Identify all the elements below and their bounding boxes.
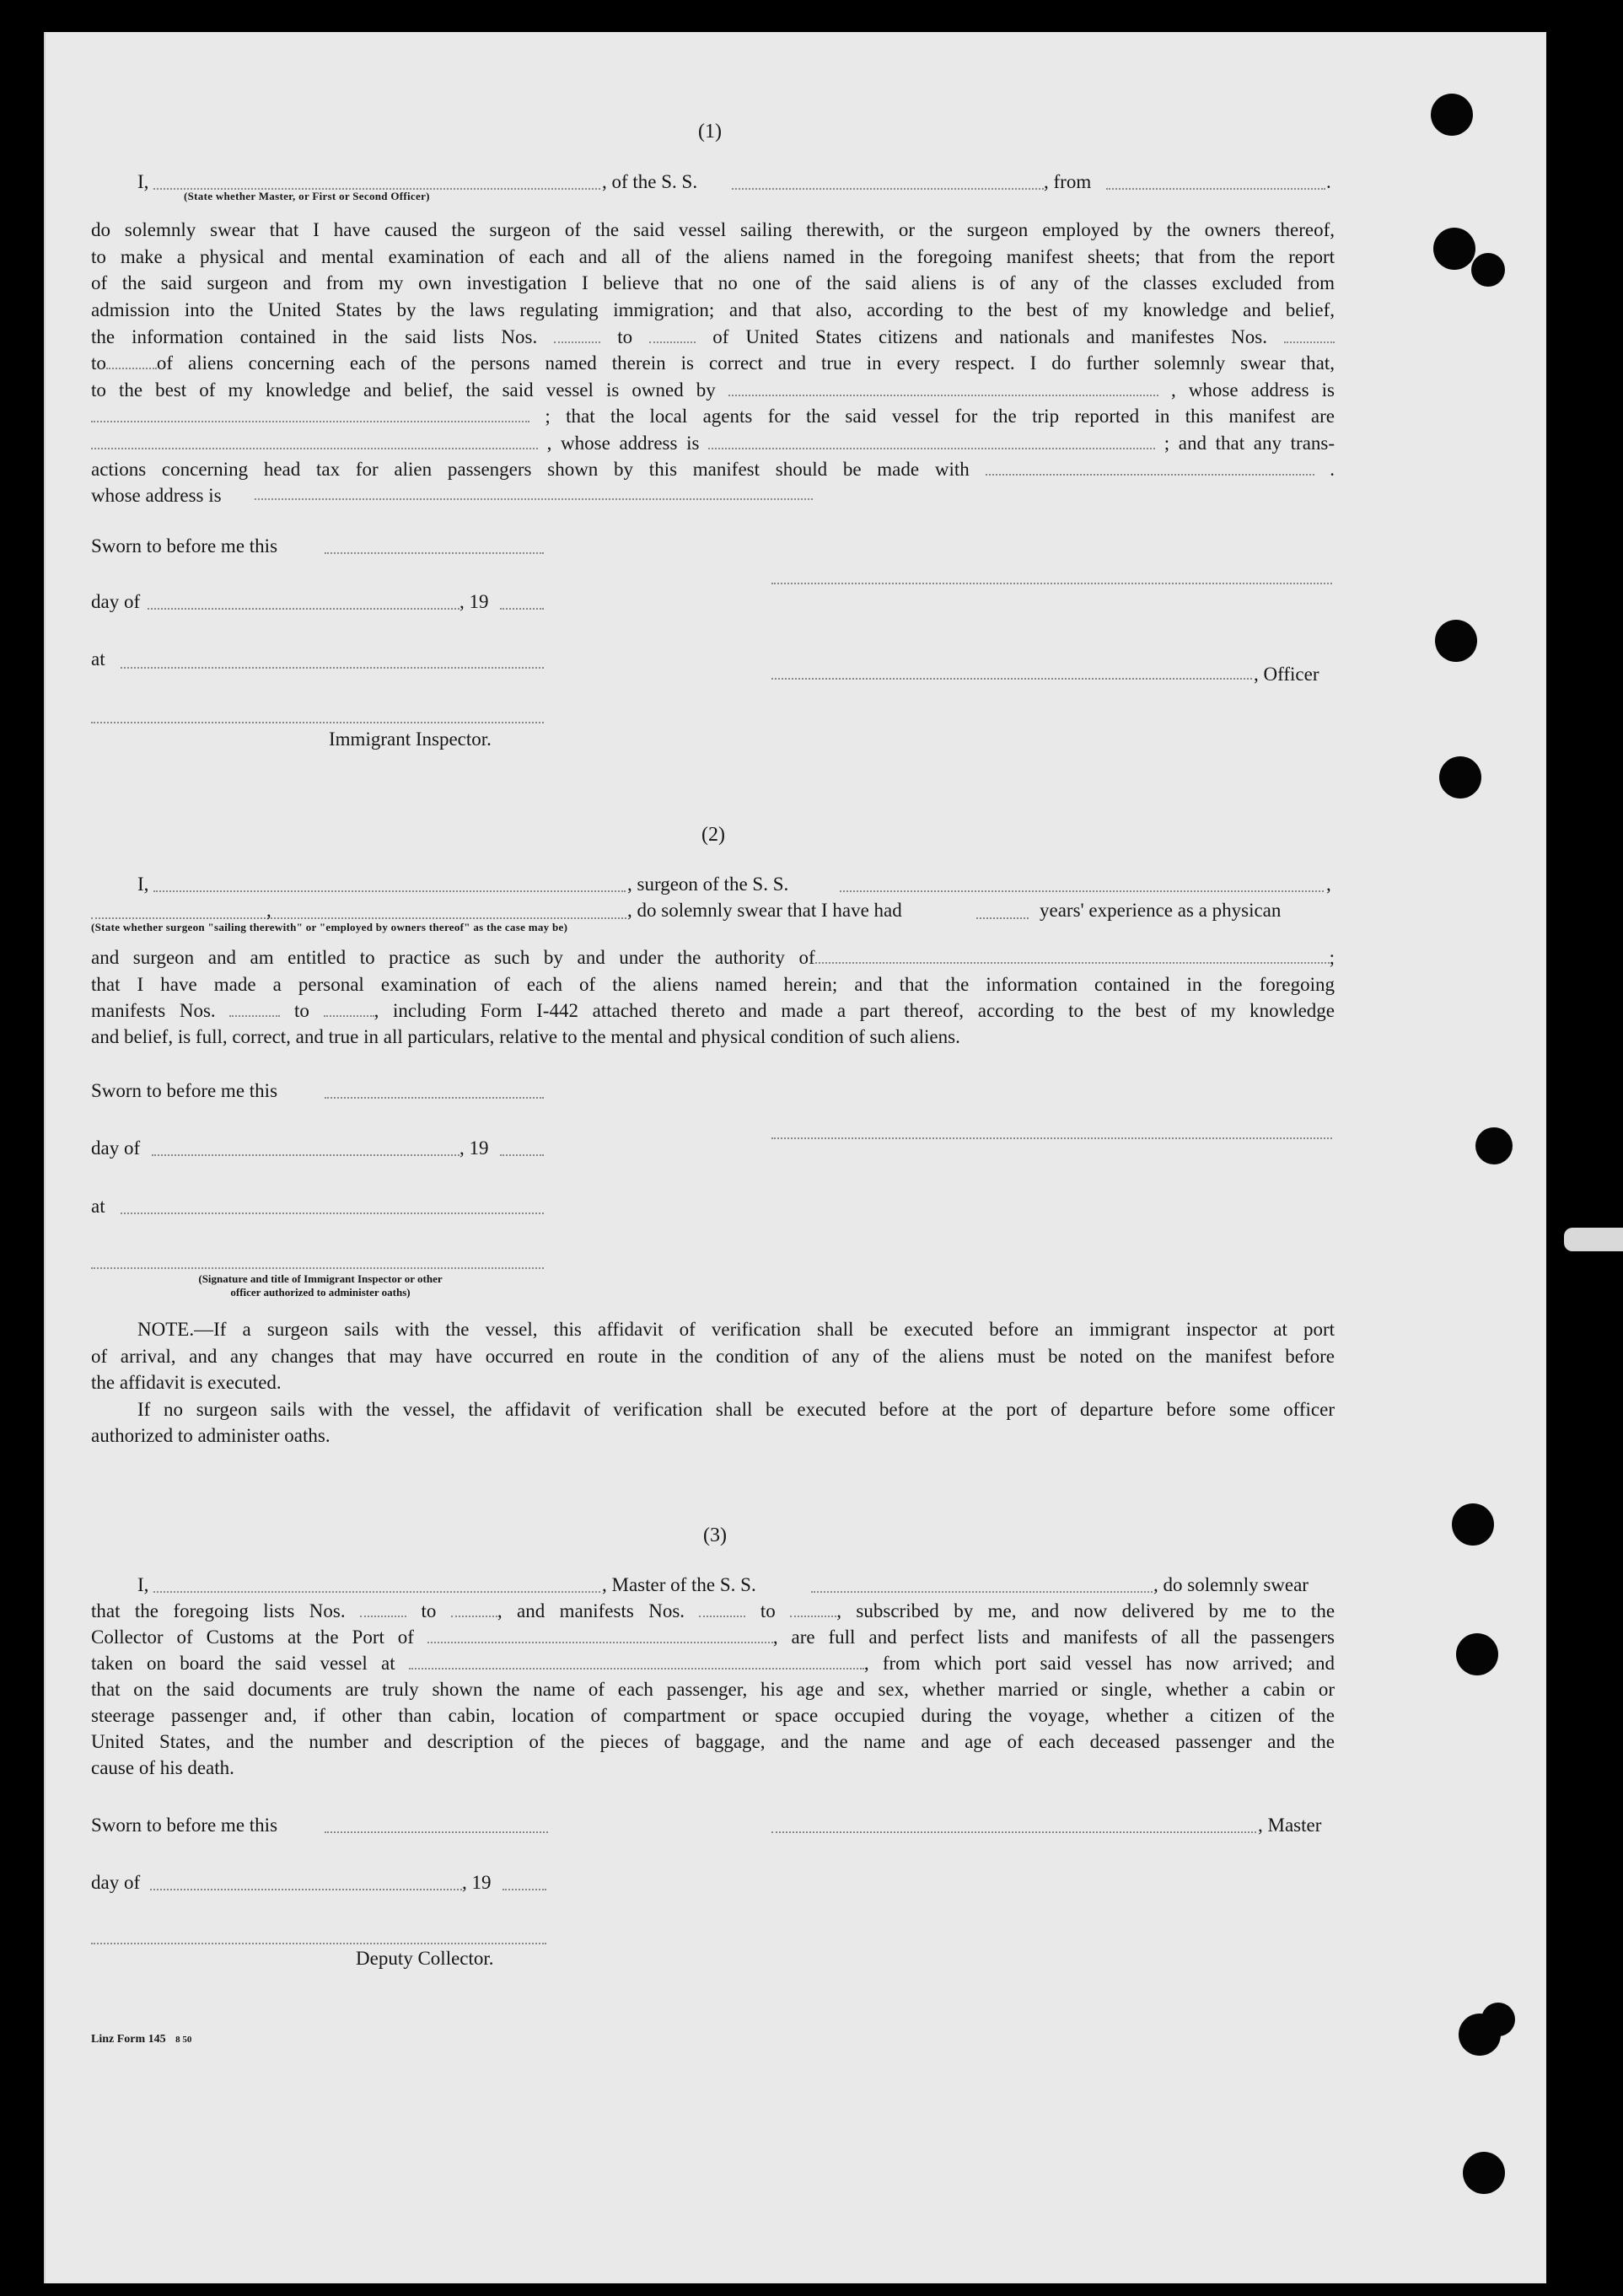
s2-line1-i: I,	[137, 874, 149, 895]
s2-line1-end: ,	[1326, 874, 1331, 895]
s3-manifests-text: , and manifests Nos.	[497, 1600, 685, 1621]
s3-dayof: day of	[91, 1872, 141, 1893]
s1-officer: , Officer	[1254, 664, 1319, 685]
section-2-number: (2)	[701, 824, 725, 846]
s2-caption-line2: officer authorized to administer oaths)	[230, 1286, 411, 1299]
s3-list-to-field[interactable]	[451, 1600, 497, 1617]
s3-last-line: cause of his death.	[91, 1757, 234, 1778]
s2-at: at	[91, 1196, 105, 1217]
port-from-field[interactable]	[1106, 187, 1325, 190]
s1-day-field[interactable]	[148, 607, 459, 610]
s3-collector: Deputy Collector.	[356, 1948, 494, 1969]
s2-year-field[interactable]	[500, 1153, 544, 1156]
s1-line1-from: , from	[1044, 171, 1092, 192]
s3-subscribed: , subscribed by me, and now delivered by me to the	[836, 1600, 1335, 1621]
s2-at-field[interactable]	[121, 1212, 544, 1214]
port-taken-on-field[interactable]	[409, 1653, 864, 1670]
s1-text-line: to make a physical and mental examination of each and all of the aliens named in the foregoing manifest sheets; that from the report	[91, 246, 1335, 267]
s2-signature-field[interactable]	[771, 1137, 1332, 1139]
s2-sworn-date-field[interactable]	[325, 1096, 544, 1099]
s1-year-field[interactable]	[500, 607, 544, 610]
s2-year: , 19	[459, 1137, 489, 1159]
s3-lists-text: that the foregoing lists Nos.	[91, 1600, 346, 1621]
s1-agents-address-line	[91, 430, 1335, 456]
s3-to2: to	[760, 1600, 776, 1621]
s2-authority-end: ;	[1329, 947, 1335, 968]
owner-field[interactable]	[728, 379, 1158, 396]
head-tax-address-field[interactable]	[255, 497, 813, 500]
s2-authority-text: and surgeon and am entitled to practice as such by and under the authority of	[91, 947, 815, 968]
s3-to1: to	[421, 1600, 437, 1621]
s1-year: , 19	[459, 591, 489, 612]
s1-line1-i: I,	[137, 171, 149, 192]
list-no-from-field[interactable]	[554, 326, 600, 343]
form-id: Linz Form 145	[91, 2033, 166, 2046]
s3-text-line: steerage passenger and, if other than cabin, location of compartment or space occupied during the voyage, whether a citizen of the	[91, 1705, 1335, 1726]
s3-text-line: that on the said documents are truly shown the name of each passenger, his age and sex, whether married or single, whether a cabin or	[91, 1679, 1335, 1700]
s3-master-name-field[interactable]	[153, 1590, 600, 1593]
s3-port-line	[91, 1624, 1335, 1650]
list-no-to-field[interactable]	[649, 326, 696, 343]
s3-master: , Master	[1258, 1815, 1322, 1836]
s2-caption-line1: (Signature and title of Immigrant Inspector or other	[198, 1272, 443, 1285]
s2-inspector-field[interactable]	[91, 1266, 544, 1269]
s3-line1-swear: , do solemnly swear	[1153, 1574, 1309, 1595]
s3-line1-ship: , Master of the S. S.	[602, 1574, 756, 1595]
s2-surgeon-note: (State whether surgeon "sailing therewith" or "employed by owners thereof" as the case may be)	[91, 921, 568, 933]
s1-text-line: of the said surgeon and from my own investigation I believe that no one of the said aliens is of any of the classes excluded from	[91, 272, 1335, 293]
s2-signature-caption	[110, 1272, 531, 1299]
punch-hole	[1439, 756, 1481, 798]
port-of-collector-field[interactable]	[427, 1627, 773, 1643]
paper-tab	[1564, 1228, 1623, 1251]
punch-hole	[1452, 1503, 1494, 1546]
s1-aliens-line	[91, 350, 1335, 376]
punch-hole	[1431, 94, 1473, 136]
s1-agents-line	[91, 403, 1335, 429]
s1-officer-note: (State whether Master, or First or Second Officer)	[184, 190, 430, 202]
s2-authority-line	[91, 944, 1335, 971]
s1-text-line: admission into the United States by the laws regulating immigration; and that also, according to the best of my knowledge and belief,	[91, 299, 1335, 320]
s1-at: at	[91, 648, 105, 669]
s1-signature-field[interactable]	[771, 582, 1332, 584]
s3-sworn-date-field[interactable]	[325, 1831, 548, 1833]
s1-inspector: Immigrant Inspector.	[329, 729, 492, 750]
s3-arrived: , from which port said vessel has now arrived; and	[863, 1653, 1335, 1674]
s1-headtax-end: .	[1330, 459, 1335, 480]
surgeon-status-field[interactable]	[91, 917, 626, 919]
s1-inspector-field[interactable]	[91, 721, 544, 723]
s3-text-line: United States, and the number and description of the pieces of baggage, and the name and age of each deceased passenger and the	[91, 1731, 1335, 1752]
s3-manifest-from-field[interactable]	[699, 1600, 745, 1617]
punch-hole	[1456, 1633, 1498, 1675]
s1-whose-address: whose address is	[91, 485, 222, 506]
s1-agents-text: ; that the local agents for the said vessel for the trip reported in this manifest are	[545, 406, 1335, 427]
s3-collector-text: Collector of Customs at the Port of	[91, 1627, 414, 1648]
section-3-number: (3)	[703, 1524, 727, 1546]
s1-sworn: Sworn to before me this	[91, 535, 278, 557]
note-line: NOTE.—If a surgeon sails with the vessel, this affidavit of verification shall be executed before an immigrant inspector at port	[137, 1319, 1335, 1340]
surgeon-name-field[interactable]	[153, 890, 626, 892]
s1-to2: to	[91, 352, 106, 374]
punch-hole	[1435, 620, 1477, 662]
s2-text-line: that I have made a personal examination of each of the aliens named herein; and that the information contained in the foregoing	[91, 974, 1335, 995]
s1-owner-text: to the best of my knowledge and belief, the said vessel is owned by	[91, 379, 716, 401]
s1-lists-line	[91, 324, 1335, 350]
s3-ship-name-field[interactable]	[811, 1590, 1153, 1593]
s3-taken-text: taken on board the said vessel at	[91, 1653, 395, 1674]
years-experience-field[interactable]	[976, 917, 1029, 919]
s2-day-field[interactable]	[152, 1153, 459, 1156]
s1-aliens-text: of aliens concerning each of the persons named therein is correct and true in every respect. I do further solemnly swear that,	[156, 352, 1335, 374]
ship-name-field[interactable]	[732, 187, 1044, 190]
s2-manifests-line	[91, 997, 1335, 1024]
s3-list-from-field[interactable]	[360, 1600, 406, 1617]
s1-headtax-text: actions concerning head tax for alien passengers shown by this manifest should be made with	[91, 459, 970, 480]
s3-day-field[interactable]	[150, 1888, 462, 1890]
s1-owner-address: , whose address is	[1170, 379, 1335, 401]
s1-headtax-line	[91, 456, 1335, 482]
s3-manifest-to-field[interactable]	[790, 1600, 836, 1617]
authority-field[interactable]	[815, 947, 1330, 964]
s1-at-field[interactable]	[121, 666, 544, 669]
s1-trans: ; and that any trans-	[1164, 433, 1335, 454]
s3-year: , 19	[462, 1872, 492, 1893]
s3-sworn: Sworn to before me this	[91, 1815, 278, 1836]
owner-address-field[interactable]	[91, 406, 529, 422]
section-1-number: (1)	[698, 121, 722, 142]
s2-line2-swear: , do solemnly swear that I have had	[627, 900, 902, 921]
s3-collector-sig-field[interactable]	[91, 1942, 546, 1944]
s1-citizens-text: of United States citizens and nationals and manifestes Nos.	[712, 326, 1267, 347]
s1-line1-ship: , of the S. S.	[602, 171, 698, 192]
s1-line1-end: .	[1326, 171, 1331, 192]
note-line: of arrival, and any changes that may have occurred en route in the condition of any of the aliens must be noted on the manifest before	[91, 1346, 1335, 1367]
agents-address-field[interactable]	[708, 433, 1155, 449]
form-number	[91, 2033, 191, 2046]
note-line: If no surgeon sails with the vessel, the affidavit of verification shall be executed before at the port of departure before some officer	[137, 1399, 1335, 1420]
note-line: authorized to administer oaths.	[91, 1425, 331, 1446]
s1-to: to	[617, 326, 633, 347]
s1-lists-text: the information contained in the said lists Nos.	[91, 326, 538, 347]
s3-perfect-lists: , are full and perfect lists and manifests of all the passengers	[772, 1627, 1335, 1648]
s2-dayof: day of	[91, 1137, 141, 1159]
s1-owner-line	[91, 377, 1335, 403]
s2-sworn: Sworn to before me this	[91, 1080, 278, 1101]
s3-taken-line	[91, 1650, 1335, 1676]
note-line: the affidavit is executed.	[91, 1372, 282, 1393]
form-code: 8 50	[175, 2035, 192, 2045]
s1-agents-address: , whose address is	[546, 433, 700, 454]
s2-line1-ship: , surgeon of the S. S.	[627, 874, 789, 895]
s1-officer-sig-field[interactable]	[771, 677, 1252, 680]
s2-line2-years: years' experience as a physican	[1040, 900, 1282, 921]
head-tax-contact-field[interactable]	[986, 459, 1314, 476]
punch-hole	[1481, 2003, 1515, 2036]
s2-manifest-from-field[interactable]	[229, 1000, 280, 1017]
s2-manifests-text: manifests Nos.	[91, 1000, 216, 1021]
s2-line2-comma: ,	[266, 900, 271, 921]
punch-hole	[1463, 2152, 1505, 2194]
s3-year-field[interactable]	[502, 1888, 546, 1890]
agents-field[interactable]	[91, 433, 538, 449]
punch-hole	[1433, 228, 1475, 270]
manifest-no-from-field[interactable]	[1284, 326, 1335, 343]
s3-lists-line	[91, 1598, 1335, 1624]
s1-text-line: do solemnly swear that I have caused the surgeon of the said vessel sailing therewith, or the surgeon employed by the owners thereof,	[91, 219, 1335, 240]
punch-hole	[1471, 253, 1505, 287]
s3-master-sig-field[interactable]	[771, 1831, 1256, 1833]
s2-to: to	[294, 1000, 309, 1021]
s2-ship-name-field[interactable]	[840, 890, 1324, 892]
punch-hole	[1475, 1127, 1513, 1164]
manifest-no-to-field[interactable]	[106, 352, 157, 369]
s2-text-line: and belief, is full, correct, and true in all particulars, relative to the mental and physical condition of such aliens.	[91, 1026, 960, 1047]
s1-dayof: day of	[91, 591, 141, 612]
s2-manifest-to-field[interactable]	[324, 1000, 374, 1017]
s3-line1-i: I,	[137, 1574, 149, 1595]
s1-sworn-date-field[interactable]	[325, 551, 544, 554]
s2-including: , including Form I-442 attached thereto and made a part thereof, according to the best of my knowledge	[374, 1000, 1335, 1021]
